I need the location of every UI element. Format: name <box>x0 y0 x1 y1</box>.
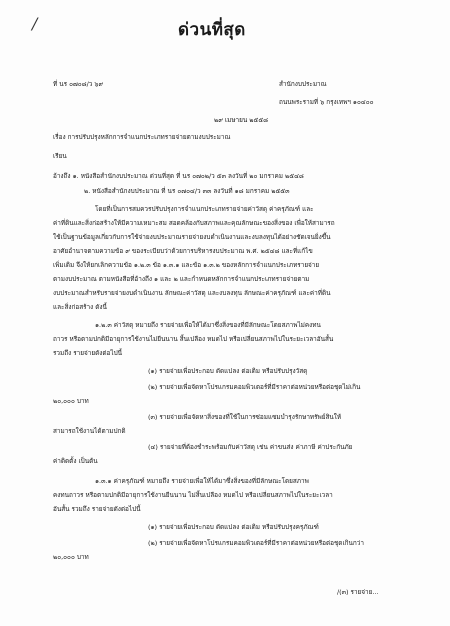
body-line: และสิ่งก่อสร้าง ดังนี้ <box>53 303 107 311</box>
subject-line: เรื่อง การปรับปรุงหลักการจำแนกประเภทรายจ่ายตามงบประมาณ <box>53 133 231 141</box>
section-2-item: (๒) รายจ่ายเพื่อจัดหาโปรแกรมคอมพิวเตอร์ที่มีราคาต่อหน่วยหรือต่อชุดเกินกว่า <box>148 539 364 547</box>
handwritten-mark: / <box>32 14 38 33</box>
section-2-line: คงทนถาวร หรือตามปกติมีอายุการใช้งานยืนนาน ไม่สิ้นเปลือง หมดไป หรือเปลี่ยนสภาพไปในระยะเวลา <box>53 491 333 499</box>
reference-2: ๒. หนังสือสำนักงบประมาณ ที่ นร ๐๗๐๔/ว ๓๓ ลงวันที่ ๑๘ มกราคม ๒๕๕๓ <box>84 187 290 195</box>
continuation-text: /(๓) รายจ่าย... <box>337 588 379 596</box>
urgency-heading: ด่วนที่สุด <box>178 20 246 40</box>
salutation-line: เรียน <box>53 152 67 160</box>
body-line: ใช้เป็นฐานข้อมูลเกี่ยวกับการใช้จ่ายงบประมาณรายจ่ายงบดำเนินงานและงบลงทุนได้อย่างชัดเจนยิ่งขึ้น <box>53 233 331 241</box>
body-line: ตามงบประมาณ ตามหนังสือที่อ้างถึง ๑ และ ๒ และกำหนดหลักการจำแนกประเภทรายจ่ายตาม <box>53 275 310 283</box>
body-line: งบประมาณสำหรับรายจ่ายงบดำเนินงาน ลักษณะค่าวัสดุ และงบลงทุน ลักษณะค่าครุภัณฑ์ และค่าที่ดิน <box>53 289 331 297</box>
office-name: สำนักงบประมาณ <box>279 80 327 88</box>
section-2-line: อันสั้น รวมถึง รายจ่ายดังต่อไปนี้ <box>53 505 141 513</box>
section-1-item: (๑) รายจ่ายเพื่อประกอบ ดัดแปลง ต่อเติม หรือปรับปรุงวัสดุ <box>148 367 308 375</box>
section-1-line: ๑.๒.๓ ค่าวัสดุ หมายถึง รายจ่ายเพื่อให้ได้มาซึ่งสิ่งของที่มีลักษณะโดยสภาพไม่คงทน <box>95 321 321 329</box>
office-address: ถนนพระรามที่ ๖ กรุงเทพฯ ๑๐๔๐๐ <box>279 98 374 106</box>
section-1-line: รวมถึง รายจ่ายดังต่อไปนี้ <box>53 349 122 357</box>
document-date: ๒๙ เมษายน ๒๕๕๘ <box>214 116 269 124</box>
section-1-item: ค่าติดตั้ง เป็นต้น <box>53 457 98 465</box>
section-2-line: ๑.๓.๑ ค่าครุภัณฑ์ หมายถึง รายจ่ายเพื่อให้ได้มาซึ่งสิ่งของที่มีลักษณะโดยสภาพ <box>95 477 309 485</box>
section-1-item: ๒๐,๐๐๐ บาท <box>53 397 89 405</box>
body-line: อาศัยอำนาจตามความข้อ ๙ ของระเบียบว่าด้วยการบริหารงบประมาณ พ.ศ. ๒๕๔๘ และที่แก้ไข <box>53 247 313 255</box>
body-line: โดยที่เป็นการสมควรปรับปรุงการจำแนกประเภทรายจ่ายค่าวัสดุ ค่าครุภัณฑ์ และ <box>95 205 314 213</box>
body-line: เพิ่มเติม จึงให้ยกเลิกความข้อ ๑.๒.๓ ข้อ ๑.๓.๑ และข้อ ๑.๓.๒ ของหลักการจำแนกประเภทรายจ่าย <box>53 261 320 269</box>
section-2-item: (๑) รายจ่ายเพื่อประกอบ ดัดแปลง ต่อเติม หรือปรับปรุงครุภัณฑ์ <box>148 523 319 531</box>
section-1-item: สามารถใช้งานได้ตามปกติ <box>53 427 126 435</box>
section-1-item: (๓) รายจ่ายเพื่อจัดหาสิ่งของที่ใช้ในการซ่อมแซมบำรุงรักษาทรัพย์สินให้ <box>148 413 342 421</box>
section-1-item: (๒) รายจ่ายเพื่อจัดหาโปรแกรมคอมพิวเตอร์ที่มีราคาต่อหน่วยหรือต่อชุดไม่เกิน <box>148 383 361 391</box>
section-1-item: (๔) รายจ่ายที่ต้องชำระพร้อมกับค่าวัสดุ เช่น ค่าขนส่ง ค่าภาษี ค่าประกันภัย <box>148 443 353 451</box>
body-line: ค่าที่ดินและสิ่งก่อสร้างให้มีความเหมาะสม สอดคล้องกับสภาพและคุณลักษณะของสิ่งของ เพื่อให้สามารถ <box>53 219 335 227</box>
reference-1: อ้างถึง ๑. หนังสือสำนักงบประมาณ ด่วนที่สุด ที่ นร ๐๗๐๒/ว ๕๓ ลงวันที่ ๒๐ มกราคม ๒๕๔๘ <box>53 172 304 180</box>
section-1-line: ถาวร หรือตามปกติมีอายุการใช้งานไม่ยืนนาน สิ้นเปลือง หมดไป หรือเปลี่ยนสภาพไปในระยะเวลาอันสั้น <box>53 335 334 343</box>
section-2-item: ๒๐,๐๐๐ บาท <box>53 553 89 561</box>
document-number: ที่ นร ๐๗๐๘/ว ๖๙ <box>53 80 104 88</box>
